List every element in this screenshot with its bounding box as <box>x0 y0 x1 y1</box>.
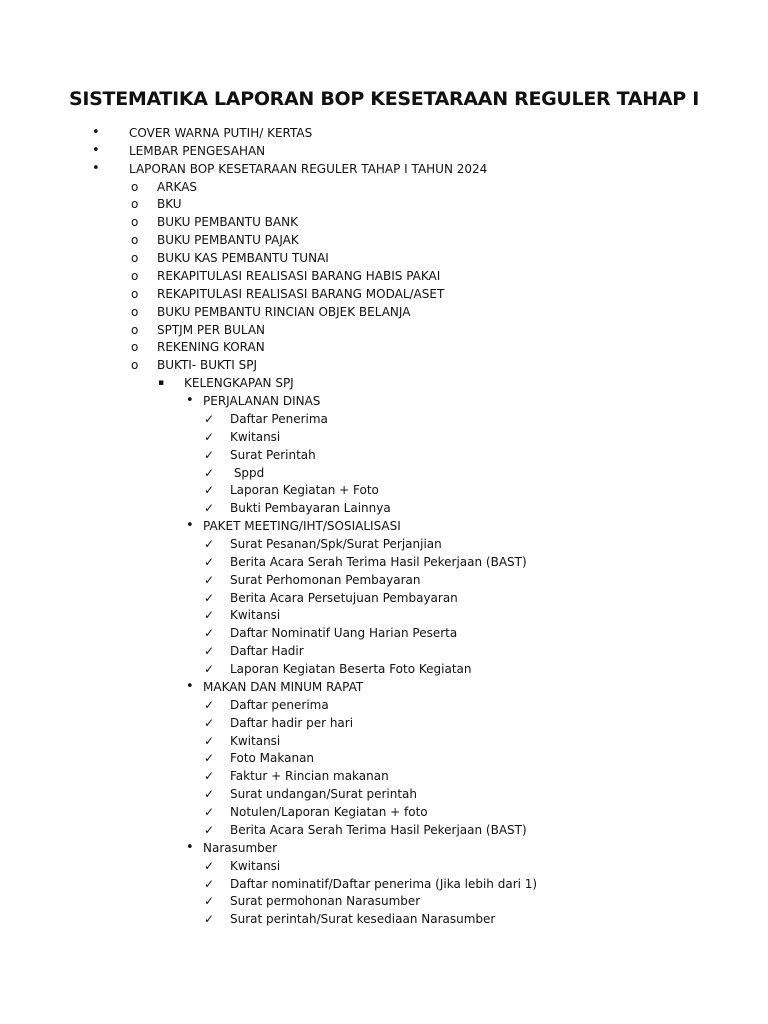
list-item-text: Kwitansi <box>230 733 281 748</box>
list-item-text: REKENING KORAN <box>157 340 265 355</box>
list-item <box>0 606 768 624</box>
list-item <box>0 428 768 446</box>
bullet-icon: • <box>186 518 194 534</box>
checkmark-icon: ✓ <box>204 537 215 551</box>
list-item-text: Surat Pesanan/Spk/Surat Perjanjian <box>230 537 442 551</box>
list-item-text: Surat perintah/Surat kesediaan Narasumber <box>230 912 496 927</box>
list-item-text: COVER WARNA PUTIH/ KERTAS <box>129 126 313 140</box>
bullet-icon: • <box>186 393 194 409</box>
checkmark-icon: ✓ <box>204 912 215 927</box>
list-item <box>0 285 768 303</box>
list-item-text: Kwitansi <box>230 429 281 444</box>
list-item-text: Daftar Hadir <box>230 644 304 659</box>
list-item-text: Surat Perintah <box>230 447 316 462</box>
checkmark-icon: ✓ <box>204 572 215 587</box>
checkmark-icon: ✓ <box>204 644 215 659</box>
list-item <box>0 892 768 910</box>
list-item <box>0 875 768 893</box>
checkmark-icon: ✓ <box>204 858 215 873</box>
list-item-text: Faktur + Rincian makanan <box>230 769 389 784</box>
checkmark-icon: ✓ <box>204 465 215 480</box>
list-item <box>0 249 768 267</box>
checkmark-icon: ✓ <box>204 822 215 837</box>
list-item-text: KELENGKAPAN SPJ <box>184 376 294 391</box>
list-item <box>0 213 768 231</box>
list-item <box>0 714 768 732</box>
list-item <box>0 910 768 928</box>
bullet-icon: • <box>92 125 100 140</box>
checkmark-icon: ✓ <box>204 483 215 498</box>
checkmark-icon: ✓ <box>204 787 215 802</box>
list-item-text: Surat permohonan Narasumber <box>230 894 421 909</box>
list-item <box>0 481 768 499</box>
checkmark-icon: ✓ <box>204 554 215 569</box>
circle-bullet-icon: o <box>131 358 139 373</box>
list-item-text: PAKET MEETING/IHT/SOSIALISASI <box>203 519 401 534</box>
circle-bullet-icon: o <box>131 197 139 212</box>
list-item-text: Kwitansi <box>230 858 281 873</box>
list-item-text: PERJALANAN DINAS <box>203 394 321 409</box>
checkmark-icon: ✓ <box>204 590 215 605</box>
list-item <box>0 839 768 857</box>
list-item <box>0 696 768 714</box>
bullet-icon: • <box>92 160 100 176</box>
list-item <box>0 749 768 767</box>
list-item <box>0 338 768 356</box>
checkmark-icon: ✓ <box>204 447 215 462</box>
list-item-text: SPTJM PER BULAN <box>157 322 266 337</box>
checkmark-icon: ✓ <box>204 769 215 784</box>
list-item <box>0 195 768 213</box>
list-item <box>0 124 768 142</box>
list-item-text: Laporan Kegiatan + Foto <box>230 483 379 498</box>
bullet-icon: • <box>92 142 100 158</box>
list-item-text: REKAPITULASI REALISASI BARANG HABIS PAKAI <box>157 268 441 283</box>
list-item-text: BUKU PEMBANTU BANK <box>157 215 298 230</box>
bullet-icon: • <box>186 678 194 694</box>
list-item <box>0 267 768 285</box>
circle-bullet-icon: o <box>131 340 139 355</box>
checkmark-icon: ✓ <box>204 876 215 891</box>
list-item <box>0 517 768 535</box>
list-item-text: Narasumber <box>203 840 278 855</box>
list-item-text: Daftar Penerima <box>230 411 328 426</box>
checkmark-icon: ✓ <box>204 715 215 730</box>
circle-bullet-icon: o <box>131 251 139 266</box>
list-item-text: Surat undangan/Surat perintah <box>230 787 418 802</box>
list-item-text: Bukti Pembayaran Lainnya <box>230 501 391 516</box>
checkmark-icon: ✓ <box>204 733 215 748</box>
list-item-text: BUKTI- BUKTI SPJ <box>157 358 257 373</box>
circle-bullet-icon: o <box>131 304 139 319</box>
list-item <box>0 678 768 696</box>
bullet-icon: • <box>186 839 194 855</box>
list-item <box>0 499 768 517</box>
list-item-text: REKAPITULASI REALISASI BARANG MODAL/ASET <box>157 286 445 301</box>
list-item <box>0 392 768 410</box>
list-item-text: Daftar hadir per hari <box>230 715 354 730</box>
list-item-text: Berita Acara Serah Terima Hasil Pekerjaan (BAST) <box>230 822 527 837</box>
list-item <box>0 642 768 660</box>
checkmark-icon: ✓ <box>204 626 215 641</box>
list-item-text: Kwitansi <box>230 608 281 623</box>
circle-bullet-icon: o <box>131 322 139 337</box>
list-item-text: Sppd <box>230 465 265 480</box>
list-item-text: MAKAN DAN MINUM RAPAT <box>203 679 364 694</box>
checkmark-icon: ✓ <box>204 662 215 677</box>
list-item-text: LAPORAN BOP KESETARAAN REGULER TAHAP I TAHUN 2024 <box>129 161 488 176</box>
list-item <box>0 821 768 839</box>
list-item <box>0 410 768 428</box>
list-item <box>0 660 768 678</box>
checkmark-icon: ✓ <box>204 894 215 909</box>
list-item-text: Berita Acara Serah Terima Hasil Pekerjaan (BAST) <box>230 554 527 569</box>
circle-bullet-icon: o <box>131 215 139 230</box>
list-item <box>0 785 768 803</box>
list-item-text: BUKU PEMBANTU PAJAK <box>157 233 299 248</box>
list-item <box>0 464 768 482</box>
list-item <box>0 356 768 374</box>
list-item-text: ARKAS <box>157 179 198 194</box>
checkmark-icon: ✓ <box>204 751 215 766</box>
checkmark-icon: ✓ <box>204 411 215 426</box>
list-item-text: Berita Acara Persetujuan Pembayaran <box>230 590 458 605</box>
circle-bullet-icon: o <box>131 179 139 194</box>
checkmark-icon: ✓ <box>204 697 215 712</box>
list-item-text: Daftar nominatif/Daftar penerima (Jika lebih dari 1) <box>230 876 538 891</box>
list-item <box>0 321 768 339</box>
list-item <box>0 374 768 392</box>
list-item-text: Laporan Kegiatan Beserta Foto Kegiatan <box>230 662 472 677</box>
list-item <box>0 303 768 321</box>
list-item-text: Notulen/Laporan Kegiatan + foto <box>230 805 428 820</box>
list-item-text: BUKU KAS PEMBANTU TUNAI <box>157 251 329 266</box>
list-item <box>0 571 768 589</box>
list-item-text: BKU <box>157 197 182 212</box>
list-item-text: Surat Perhomonan Pembayaran <box>230 572 421 587</box>
list-item-text: LEMBAR PENGESAHAN <box>129 143 266 158</box>
list-item <box>0 589 768 607</box>
list-item <box>0 803 768 821</box>
list-item <box>0 142 768 160</box>
list-item-text: Daftar penerima <box>230 697 329 712</box>
list-item <box>0 624 768 642</box>
list-item <box>0 857 768 875</box>
list-item <box>0 446 768 464</box>
list-item-text: Foto Makanan <box>230 751 315 766</box>
circle-bullet-icon: o <box>131 286 139 301</box>
document-title: SISTEMATIKA LAPORAN BOP KESETARAAN REGULER TAHAP I <box>69 88 699 110</box>
list-item <box>0 231 768 249</box>
list-item <box>0 178 768 196</box>
list-item <box>0 553 768 571</box>
square-bullet-icon: ▪ <box>158 378 165 389</box>
list-item <box>0 732 768 750</box>
checkmark-icon: ✓ <box>204 501 215 516</box>
checkmark-icon: ✓ <box>204 429 215 444</box>
list-item-text: BUKU PEMBANTU RINCIAN OBJEK BELANJA <box>157 304 411 319</box>
list-item <box>0 160 768 178</box>
circle-bullet-icon: o <box>131 268 139 283</box>
list-item <box>0 767 768 785</box>
checkmark-icon: ✓ <box>204 805 215 820</box>
list-item-text: Daftar Nominatif Uang Harian Peserta <box>230 626 458 641</box>
circle-bullet-icon: o <box>131 233 139 248</box>
list-item <box>0 535 768 553</box>
checkmark-icon: ✓ <box>204 608 215 623</box>
